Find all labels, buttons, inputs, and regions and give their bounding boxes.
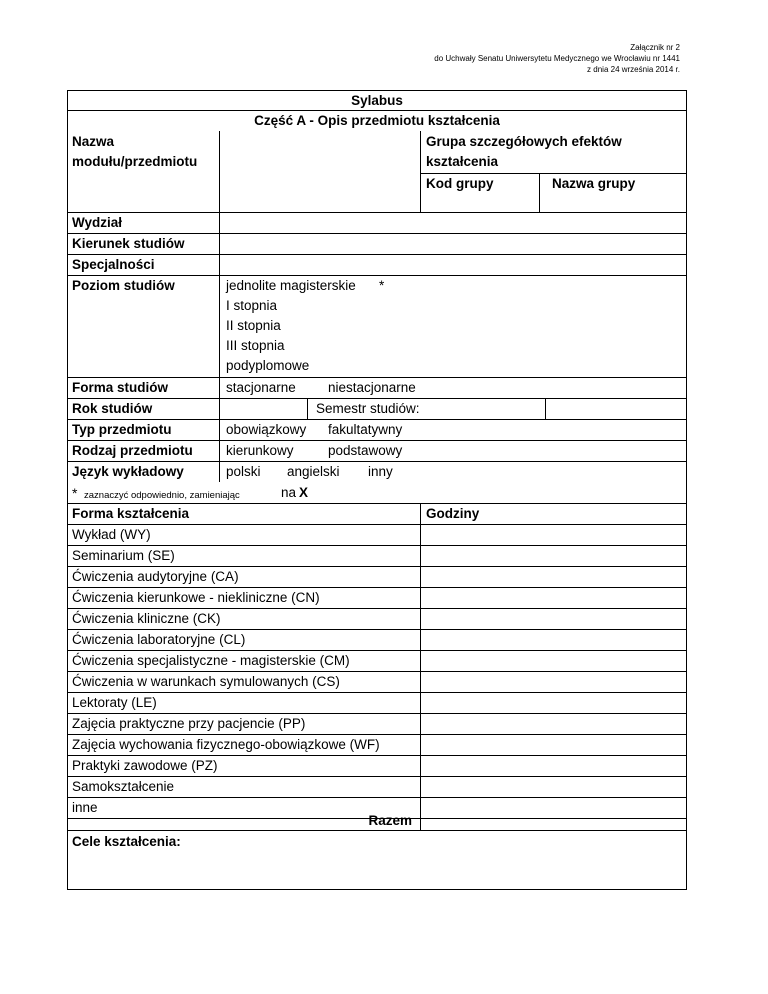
- form-item-self-study: Samokształcenie: [72, 779, 175, 794]
- module-name-input[interactable]: [220, 131, 420, 212]
- semester-input[interactable]: [546, 399, 686, 419]
- divider: [67, 275, 687, 276]
- education-goals-input[interactable]: [68, 852, 686, 889]
- type-option-mandatory[interactable]: obowiązkowy: [226, 422, 307, 437]
- divider: [67, 377, 687, 378]
- faculty-label: Wydział: [72, 215, 123, 230]
- level-option-postgraduate[interactable]: podyplomowe: [226, 358, 310, 373]
- hours-input[interactable]: [421, 609, 686, 629]
- header-line-2: do Uchwały Senatu Uniwersytetu Medycznego we Wrocławiu nr 1441: [434, 54, 680, 63]
- form-item-seminar: Seminarium (SE): [72, 548, 175, 563]
- form-item-lecture: Wykład (WY): [72, 527, 151, 542]
- study-level-label: Poziom studiów: [72, 278, 175, 293]
- course-type-label: Typ przedmiotu: [72, 422, 172, 437]
- divider: [67, 419, 687, 420]
- study-year-input[interactable]: [220, 399, 307, 419]
- header-line-1: Załącznik nr 2: [630, 43, 680, 52]
- total-hours-input[interactable]: [421, 819, 686, 830]
- field-of-study-input[interactable]: [220, 234, 686, 254]
- divider: [307, 398, 308, 420]
- language-label: Język wykładowy: [72, 464, 184, 479]
- group-code-label: Kod grupy: [426, 176, 494, 191]
- hours-input[interactable]: [421, 588, 686, 608]
- course-kind-label: Rodzaj przedmiotu: [72, 443, 193, 458]
- hours-input[interactable]: [421, 672, 686, 692]
- syllabus-title: Sylabus: [351, 93, 403, 108]
- hours-input[interactable]: [421, 525, 686, 545]
- header-attachment: [434, 42, 680, 75]
- divider: [67, 110, 687, 111]
- form-item-other: inne: [72, 800, 98, 815]
- form-option-part-time[interactable]: niestacjonarne: [328, 380, 416, 395]
- hours-input[interactable]: [421, 798, 686, 818]
- group-name-label: Nazwa grupy: [552, 176, 636, 191]
- header-line-3: z dnia 24 września 2014 r.: [587, 65, 680, 74]
- divider: [420, 173, 687, 174]
- level-option-unified-masters[interactable]: jednolite magisterskie: [226, 278, 356, 293]
- form-item-practical-classes: Zajęcia praktyczne przy pacjencie (PP): [72, 716, 306, 731]
- language-option-other[interactable]: inny: [368, 464, 393, 479]
- hours-input[interactable]: [421, 546, 686, 566]
- group-effects-label: kształcenia: [426, 154, 499, 169]
- syllabus-subtitle: Część A - Opis przedmiotu kształcenia: [254, 113, 500, 128]
- study-year-label: Rok studiów: [72, 401, 153, 416]
- hours-header: Godziny: [426, 506, 480, 521]
- hours-input[interactable]: [421, 651, 686, 671]
- module-name-label: modułu/przedmiotu: [72, 154, 198, 169]
- semester-label: Semestr studiów:: [316, 401, 420, 416]
- form-item-nonclinical-exercises: Ćwiczenia kierunkowe - niekliniczne (CN): [72, 590, 320, 605]
- note-text: zaznaczyć odpowiednio, zamieniając: [84, 490, 240, 501]
- hours-input[interactable]: [421, 567, 686, 587]
- level-star-mark: *: [379, 278, 385, 293]
- form-item-laboratory-exercises: Ćwiczenia laboratoryjne (CL): [72, 632, 246, 647]
- education-goals-label: Cele kształcenia:: [72, 834, 181, 849]
- form-item-simulated-exercises: Ćwiczenia w warunkach symulowanych (CS): [72, 674, 340, 689]
- level-option-first-degree[interactable]: I stopnia: [226, 298, 278, 313]
- module-name-label: Nazwa: [72, 134, 115, 149]
- faculty-input[interactable]: [220, 213, 686, 233]
- hours-input[interactable]: [421, 714, 686, 734]
- note-star: *: [72, 485, 78, 501]
- kind-option-directional[interactable]: kierunkowy: [226, 443, 294, 458]
- hours-input[interactable]: [421, 735, 686, 755]
- note-mark: X: [299, 485, 309, 500]
- kind-option-basic[interactable]: podstawowy: [328, 443, 403, 458]
- hours-input[interactable]: [421, 630, 686, 650]
- divider: [67, 461, 687, 462]
- form-item-clinical-exercises: Ćwiczenia kliniczne (CK): [72, 611, 221, 626]
- note-suffix: na: [281, 485, 297, 500]
- form-item-physical-education: Zajęcia wychowania fizycznego-obowiązkowe (WF): [72, 737, 380, 752]
- divider: [67, 440, 687, 441]
- form-item-internships: Praktyki zawodowe (PZ): [72, 758, 218, 773]
- form-item-language-courses: Lektoraty (LE): [72, 695, 157, 710]
- type-option-elective[interactable]: fakultatywny: [328, 422, 403, 437]
- hours-input[interactable]: [421, 756, 686, 776]
- divider: [67, 830, 687, 831]
- hours-input[interactable]: [421, 777, 686, 797]
- language-option-english[interactable]: angielski: [287, 464, 340, 479]
- level-option-third-degree[interactable]: III stopnia: [226, 338, 285, 353]
- field-of-study-label: Kierunek studiów: [72, 236, 185, 251]
- form-item-masters-exercises: Ćwiczenia specjalistyczne - magisterskie (CM): [72, 653, 350, 668]
- form-option-full-time[interactable]: stacjonarne: [226, 380, 296, 395]
- form-item-auditory-exercises: Ćwiczenia audytoryjne (CA): [72, 569, 239, 584]
- level-option-second-degree[interactable]: II stopnia: [226, 318, 281, 333]
- group-effects-label: Grupa szczegółowych efektów: [426, 134, 622, 149]
- language-option-polish[interactable]: polski: [226, 464, 261, 479]
- study-form-label: Forma studiów: [72, 380, 169, 395]
- divider: [420, 131, 421, 213]
- divider: [539, 173, 540, 213]
- specialty-input[interactable]: [220, 255, 686, 275]
- hours-input[interactable]: [421, 693, 686, 713]
- specialty-label: Specjalności: [72, 257, 155, 272]
- education-form-header: Forma kształcenia: [72, 506, 190, 521]
- total-label: Razem: [368, 813, 412, 828]
